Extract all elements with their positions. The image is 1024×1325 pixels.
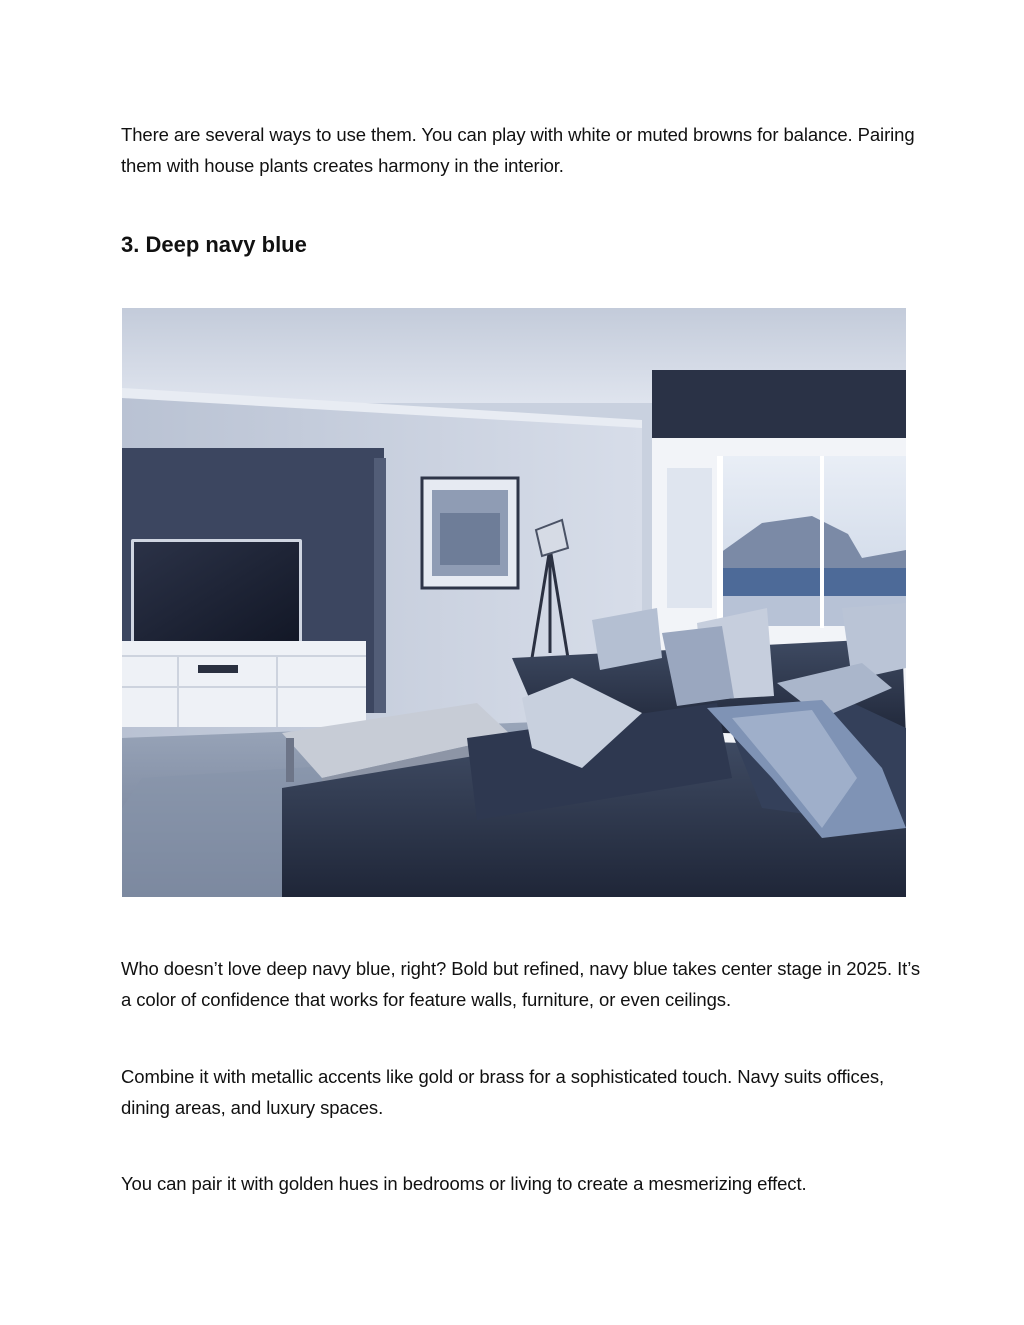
living-room-photo: [122, 308, 906, 897]
navy-paragraph-3: You can pair it with golden hues in bedrooms or living to create a mesmerizing effect.: [121, 1173, 807, 1194]
navy-paragraph-1: Who doesn’t love deep navy blue, right? Bold but refined, navy blue takes center stage in 2025. It’s a color of confidence that works for feature walls, furniture, or even ceilings.: [121, 958, 921, 1010]
intro-paragraph: There are several ways to use them. You can play with white or muted browns for balance. Pairing them with house plants creates harmony in the interior.: [121, 124, 915, 176]
navy-paragraph-2: Combine it with metallic accents like gold or brass for a sophisticated touch. Navy suits offices, dining areas, and luxury spaces.: [121, 1066, 885, 1118]
section-heading: 3. Deep navy blue: [121, 232, 307, 257]
